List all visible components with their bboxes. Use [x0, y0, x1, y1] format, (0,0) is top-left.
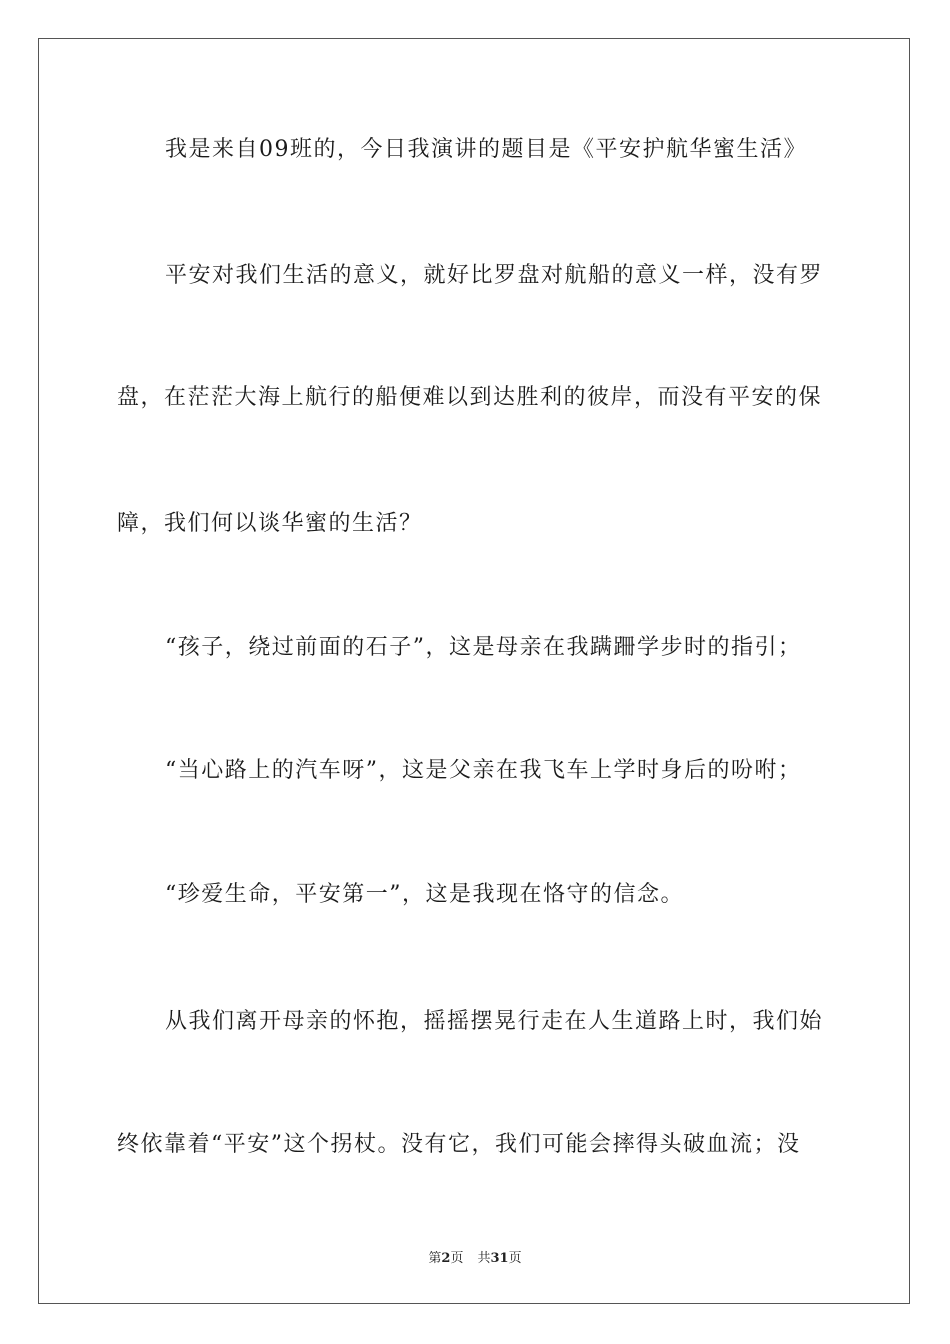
paragraph-line-6: “当心路上的汽车呀”，这是父亲在我飞车上学时身后的吩咐； — [165, 758, 802, 783]
paragraph-line-5: “孩子，绕过前面的石子”，这是母亲在我蹒跚学步时的指引； — [165, 635, 802, 660]
page-border — [38, 38, 910, 1304]
paragraph-line-7: “珍爱生命，平安第一”，这是我现在恪守的信念。 — [165, 882, 684, 907]
page-prefix: 第 — [428, 1251, 442, 1266]
paragraph-line-8: 从我们离开母亲的怀抱，摇摇摆晃行走在人生道路上时，我们始 — [165, 1009, 824, 1034]
paragraph-line-9: 终依靠着“平安”这个拐杖。没有它，我们可能会摔得头破血流；没 — [117, 1132, 801, 1157]
page-number: 2 — [441, 1251, 451, 1266]
paragraph-line-4: 障，我们何以谈华蜜的生活？ — [117, 511, 423, 536]
page-footer — [0, 1247, 950, 1266]
total-suffix: 页 — [508, 1251, 522, 1266]
total-prefix: 共 — [477, 1251, 491, 1266]
page-suffix: 页 — [450, 1251, 464, 1266]
paragraph-line-2: 平安对我们生活的意义，就好比罗盘对航船的意义一样，没有罗 — [165, 263, 824, 288]
paragraph-line-1: 我是来自09班的，今日我演讲的题目是《平安护航华蜜生活》 — [165, 137, 807, 162]
paragraph-line-3: 盘，在茫茫大海上航行的船便难以到达胜利的彼岸，而没有平安的保 — [117, 385, 823, 410]
total-pages: 31 — [490, 1251, 509, 1266]
